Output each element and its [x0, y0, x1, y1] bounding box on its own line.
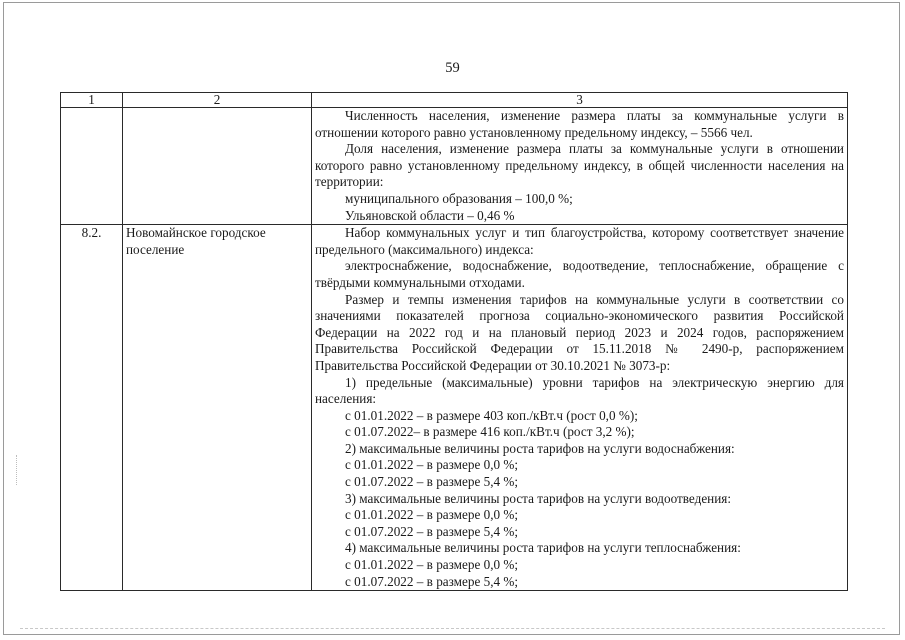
- paragraph: Численность населения, изменение размера платы за коммунальные услуги в отношении которого равно установленному предельному индексу, – 5566 чел.: [315, 108, 844, 140]
- paragraph: с 01.01.2022 – в размере 0,0 %;: [345, 557, 519, 573]
- paragraph: с 01.01.2022 – в размере 0,0 %;: [345, 507, 519, 523]
- scan-artifact: [16, 455, 37, 485]
- paragraph: Размер и темпы изменения тарифов на коммунальные услуги в соответствии со значениями показателей прогноза социально-экономического развития Российской Федерации на 2022 год и на плановый период 2023 и 2024 годов, распоряжением Правительства Российской Федерации от 15.11.2018 № 2490-р, распоряжением Правительства Российской Федерации от 30.10.2021 № 3073-р:: [315, 291, 844, 373]
- table-row: [61, 108, 848, 225]
- paragraph: Ульяновской области – 0,46 %: [345, 207, 515, 223]
- paragraph: с 01.01.2022 – в размере 0,0 %;: [345, 457, 519, 473]
- table-row: [61, 225, 848, 591]
- paragraph: с 01.01.2022 – в размере 403 коп./кВт.ч (рост 0,0 %);: [345, 407, 638, 423]
- row-number: [61, 108, 123, 225]
- paragraph: Набор коммунальных услуг и тип благоустройства, которому соответствует значение предельного (максимального) индекса:: [315, 225, 844, 257]
- paragraph: 1) предельные (максимальные) уровни тарифов на электрическую энергию для населения:: [315, 374, 844, 407]
- column-header-3: 3: [312, 93, 848, 108]
- paragraph: с 01.07.2022– в размере 416 коп./кВт.ч (рост 3,2 %);: [345, 424, 635, 440]
- row-content: [312, 225, 848, 591]
- paragraph: муниципального образования – 100,0 %;: [345, 190, 573, 206]
- scan-artifact: [20, 628, 885, 633]
- paragraph: Доля населения, изменение размера платы за коммунальные услуги в отношении которого равно установленному предельному индексу, в общей численности населения на территории:: [315, 141, 844, 190]
- settlement-name: [123, 108, 312, 225]
- paragraph: 4) максимальные величины роста тарифов на услуги теплоснабжения:: [345, 540, 741, 556]
- paragraph: с 01.07.2022 – в размере 5,4 %;: [345, 573, 519, 589]
- paragraph: с 01.07.2022 – в размере 5,4 %;: [345, 523, 519, 539]
- page-number: 59: [445, 60, 460, 76]
- paragraph: электроснабжение, водоснабжение, водоотведение, теплоснабжение, обращение с твёрдыми коммунальными отходами.: [315, 258, 844, 290]
- column-header-1: 1: [61, 93, 123, 108]
- column-header-2: 2: [123, 93, 312, 108]
- paragraph: 2) максимальные величины роста тарифов на услуги водоснабжения:: [345, 440, 735, 456]
- row-number: 8.2.: [61, 225, 123, 591]
- paragraph: с 01.07.2022 – в размере 5,4 %;: [345, 474, 519, 490]
- row-content: [312, 108, 848, 225]
- paragraph: 3) максимальные величины роста тарифов на услуги водоотведения:: [345, 490, 732, 506]
- tariff-table: [60, 92, 848, 591]
- settlement-name: Новомайнское городское поселение: [123, 225, 312, 591]
- table-header-row: [61, 93, 848, 108]
